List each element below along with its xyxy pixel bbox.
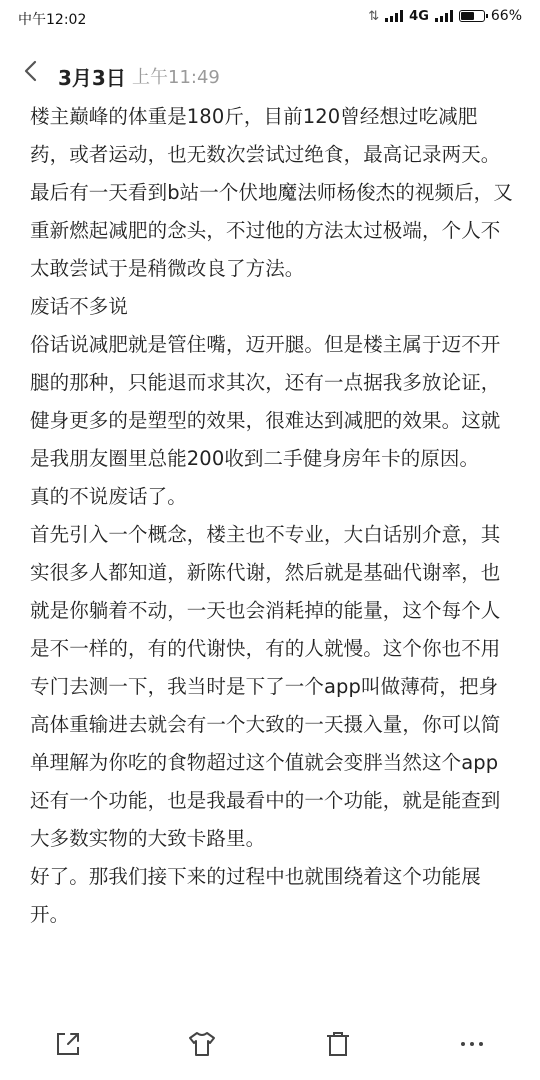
delete-button[interactable] (322, 1028, 354, 1060)
more-button[interactable] (456, 1028, 488, 1060)
back-button[interactable] (18, 54, 46, 88)
status-bar (0, 0, 540, 34)
battery-percent: 66% (490, 8, 522, 24)
signal-icon (385, 10, 403, 22)
theme-button[interactable] (186, 1028, 218, 1060)
note-time: 上午11:49 (132, 67, 220, 88)
signal-icon-secondary (435, 10, 453, 22)
share-button[interactable] (52, 1028, 84, 1060)
network-type: 4G (409, 8, 429, 24)
battery-icon (459, 10, 485, 22)
bottom-toolbar (0, 1012, 540, 1080)
chevron-left-icon (18, 54, 46, 88)
status-indicators (368, 8, 522, 24)
vibrate-icon: ⇅ (368, 8, 380, 24)
note-paragraph: 废话不多说 (30, 295, 129, 318)
note-paragraph: 楼主巅峰的体重是180斤，目前120曾经想过吃减肥药，或者运动，也无数次尝试过绝食，最高记录两天。最后有一天看到b站一个伏地魔法师杨俊杰的视频后，又重新燃起减肥的念头，不过他的方法太过极端，个人不太敢尝试于是稍微改良了方法。 (30, 105, 513, 280)
note-body[interactable] (30, 98, 515, 1012)
note-paragraph: 真的不说废话了。 (30, 485, 187, 508)
status-time: 中午12:02 (18, 12, 87, 28)
note-paragraph: 好了。那我们接下来的过程中也就围绕着这个功能展开。 (30, 865, 481, 926)
battery-fill (461, 12, 474, 20)
note-header (0, 48, 540, 98)
shirt-icon (186, 1028, 218, 1060)
share-icon (52, 1028, 84, 1060)
more-icon (456, 1028, 488, 1060)
note-paragraph: 俗话说减肥就是管住嘴，迈开腿。但是楼主属于迈不开腿的那种，只能退而求其次，还有一点据我多放论证，健身更多的是塑型的效果，很难达到减肥的效果。这就是我朋友圈里总能200收到二手健身房年卡的原因。 (30, 333, 501, 470)
trash-icon (322, 1028, 354, 1060)
note-date: 3月3日 (58, 66, 126, 90)
note-paragraph: 首先引入一个概念，楼主也不专业，大白话别介意，其实很多人都知道，新陈代谢，然后就是基础代谢率，也就是你躺着不动，一天也会消耗掉的能量，这个每个人是不一样的，有的代谢快，有的人就慢。这个你也不用专门去测一下，我当时是下了一个app叫做薄荷，把身高体重输进去就会有一个大致的一天摄入量，你可以简单理解为你吃的食物超过这个值就会变胖当然这个app还有一个功能，也是我最看中的一个功能，就是能查到大多数实物的大致卡路里。 (30, 523, 501, 850)
